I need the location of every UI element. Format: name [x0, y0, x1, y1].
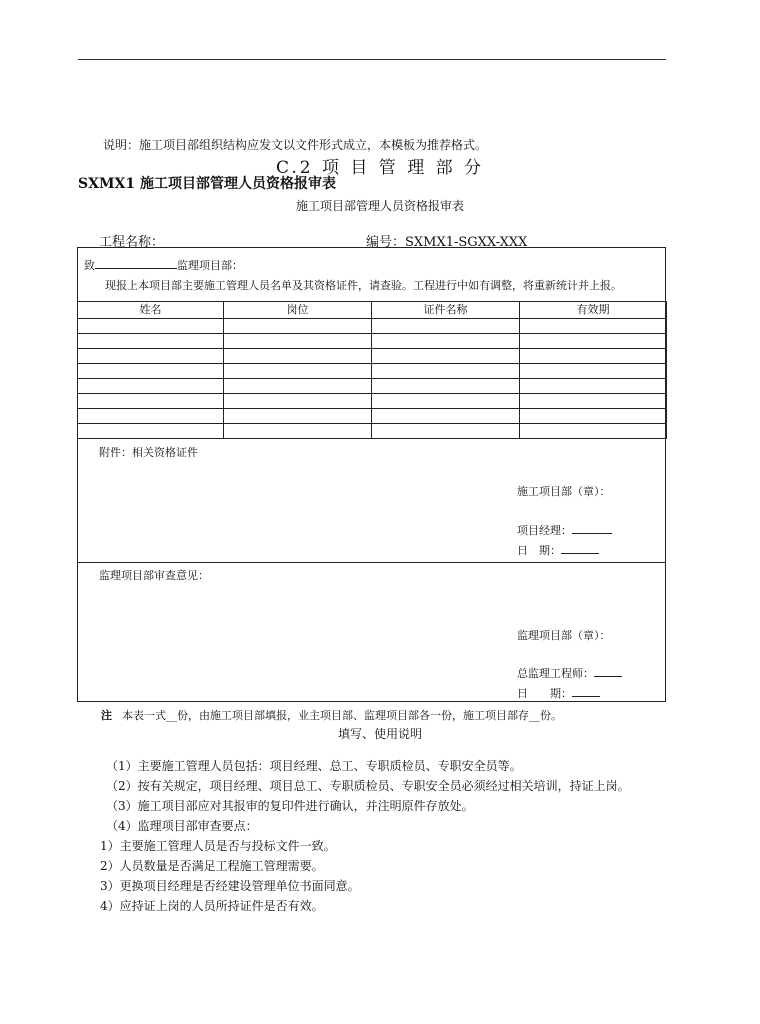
table-cell[interactable] [520, 394, 667, 409]
instruction-item: 4）应持证上岗的人员所持证件是否有效。 [100, 899, 324, 913]
table-cell[interactable] [78, 379, 224, 394]
supervision-date-blank[interactable] [572, 685, 600, 697]
table-cell[interactable] [78, 319, 224, 334]
table-row [78, 334, 667, 349]
table-cell[interactable] [224, 334, 372, 349]
section-divider [77, 562, 666, 563]
table-cell[interactable] [372, 409, 520, 424]
form-code-title: SXMX1 施工项目部管理人员资格报审表 [78, 176, 336, 192]
col-header-certificate: 证件名称 [372, 302, 520, 319]
serial-number: 编号：SXMX1-SGXX-XXX [366, 235, 528, 250]
table-row [78, 394, 667, 409]
chief-engineer-blank[interactable] [594, 665, 622, 677]
table-row [78, 319, 667, 334]
guide-title: 填写、使用说明 [337, 727, 422, 741]
table-cell[interactable] [372, 319, 520, 334]
table-row [78, 379, 667, 394]
project-manager-signature [517, 522, 612, 538]
project-manager-blank[interactable] [572, 522, 612, 534]
supervision-review-label: 监理项目部审查意见： [99, 569, 209, 582]
table-cell[interactable] [224, 319, 372, 334]
supervision-date-label: 日 期： [517, 687, 572, 700]
project-manager-label: 项目经理： [517, 524, 572, 537]
table-row [78, 409, 667, 424]
form-subtitle: 施工项目部管理人员资格报审表 [295, 199, 464, 213]
col-header-position: 岗位 [224, 302, 372, 319]
col-header-name: 姓名 [78, 302, 224, 319]
table-cell[interactable] [78, 349, 224, 364]
table-cell[interactable] [78, 409, 224, 424]
table-cell[interactable] [520, 364, 667, 379]
instruction-item: （3）施工项目部应对其报审的复印件进行确认，并注明原件存放处。 [106, 799, 474, 813]
table-row [78, 349, 667, 364]
addressee-suffix: 监理项目部： [177, 259, 243, 272]
table-cell[interactable] [520, 379, 667, 394]
instruction-item: （4）监理项目部审查要点： [106, 819, 258, 833]
footer-note [101, 707, 562, 723]
table-cell[interactable] [372, 334, 520, 349]
table-row [78, 424, 667, 439]
report-text: 现报上本项目部主要施工管理人员名单及其资格证件，请查验。工程进行中如有调整，将重新统计并上报。 [105, 279, 622, 292]
table-row [78, 364, 667, 379]
supervision-seal-label: 监理项目部（章）： [517, 629, 611, 642]
table-cell[interactable] [78, 334, 224, 349]
template-note: 说明：施工项目部组织结构应发文以文件形式成立，本模板为推荐格式。 [103, 138, 488, 152]
instruction-item: （1）主要施工管理人员包括：项目经理、总工、专职质检员、专职安全员等。 [106, 759, 522, 773]
personnel-table [77, 301, 667, 439]
instruction-item: 2）人员数量是否满足工程施工管理需要。 [100, 859, 324, 873]
table-cell[interactable] [520, 319, 667, 334]
table-cell[interactable] [224, 424, 372, 439]
table-cell[interactable] [78, 424, 224, 439]
table-cell[interactable] [520, 334, 667, 349]
top-rule [78, 59, 666, 60]
table-cell[interactable] [224, 364, 372, 379]
instruction-item: 3）更换项目经理是否经建设管理单位书面同意。 [100, 879, 360, 893]
construction-date [517, 542, 599, 558]
project-name-label: 工程名称： [99, 235, 165, 250]
table-cell[interactable] [224, 409, 372, 424]
table-cell[interactable] [520, 424, 667, 439]
table-cell[interactable] [520, 349, 667, 364]
table-cell[interactable] [372, 349, 520, 364]
table-cell[interactable] [372, 424, 520, 439]
col-header-validity: 有效期 [520, 302, 667, 319]
construction-date-label: 日 期： [517, 544, 561, 557]
chief-engineer-label: 总监理工程师： [517, 667, 594, 680]
chief-engineer-signature [517, 665, 622, 681]
table-cell[interactable] [372, 379, 520, 394]
table-cell[interactable] [78, 364, 224, 379]
footer-note-prefix: 注 [101, 709, 112, 722]
table-cell[interactable] [372, 364, 520, 379]
construction-seal-label: 施工项目部（章）： [517, 485, 611, 498]
addressee-blank[interactable] [95, 257, 177, 269]
construction-date-blank[interactable] [561, 542, 599, 554]
footer-note-text: 本表一式__份，由施工项目部填报，业主项目部、监理项目部各一份，施工项目部存__份。 [122, 709, 562, 722]
supervision-date [517, 685, 600, 701]
table-cell[interactable] [78, 394, 224, 409]
table-cell[interactable] [372, 394, 520, 409]
addressee-line [84, 257, 243, 273]
table-cell[interactable] [520, 409, 667, 424]
table-cell[interactable] [224, 349, 372, 364]
instruction-item: （2）按有关规定，项目经理、项目总工、专职质检员、专职安全员必须经过相关培训，持证上岗。 [106, 779, 630, 793]
section-title: C.2 项 目 管 理 部 分 [275, 158, 485, 178]
attachment-label: 附件：相关资格证件 [99, 446, 198, 459]
table-header-row [78, 302, 667, 319]
table-cell[interactable] [224, 394, 372, 409]
table-cell[interactable] [224, 379, 372, 394]
instruction-item: 1）主要施工管理人员是否与投标文件一致。 [100, 839, 336, 853]
addressee-prefix: 致 [84, 259, 95, 272]
